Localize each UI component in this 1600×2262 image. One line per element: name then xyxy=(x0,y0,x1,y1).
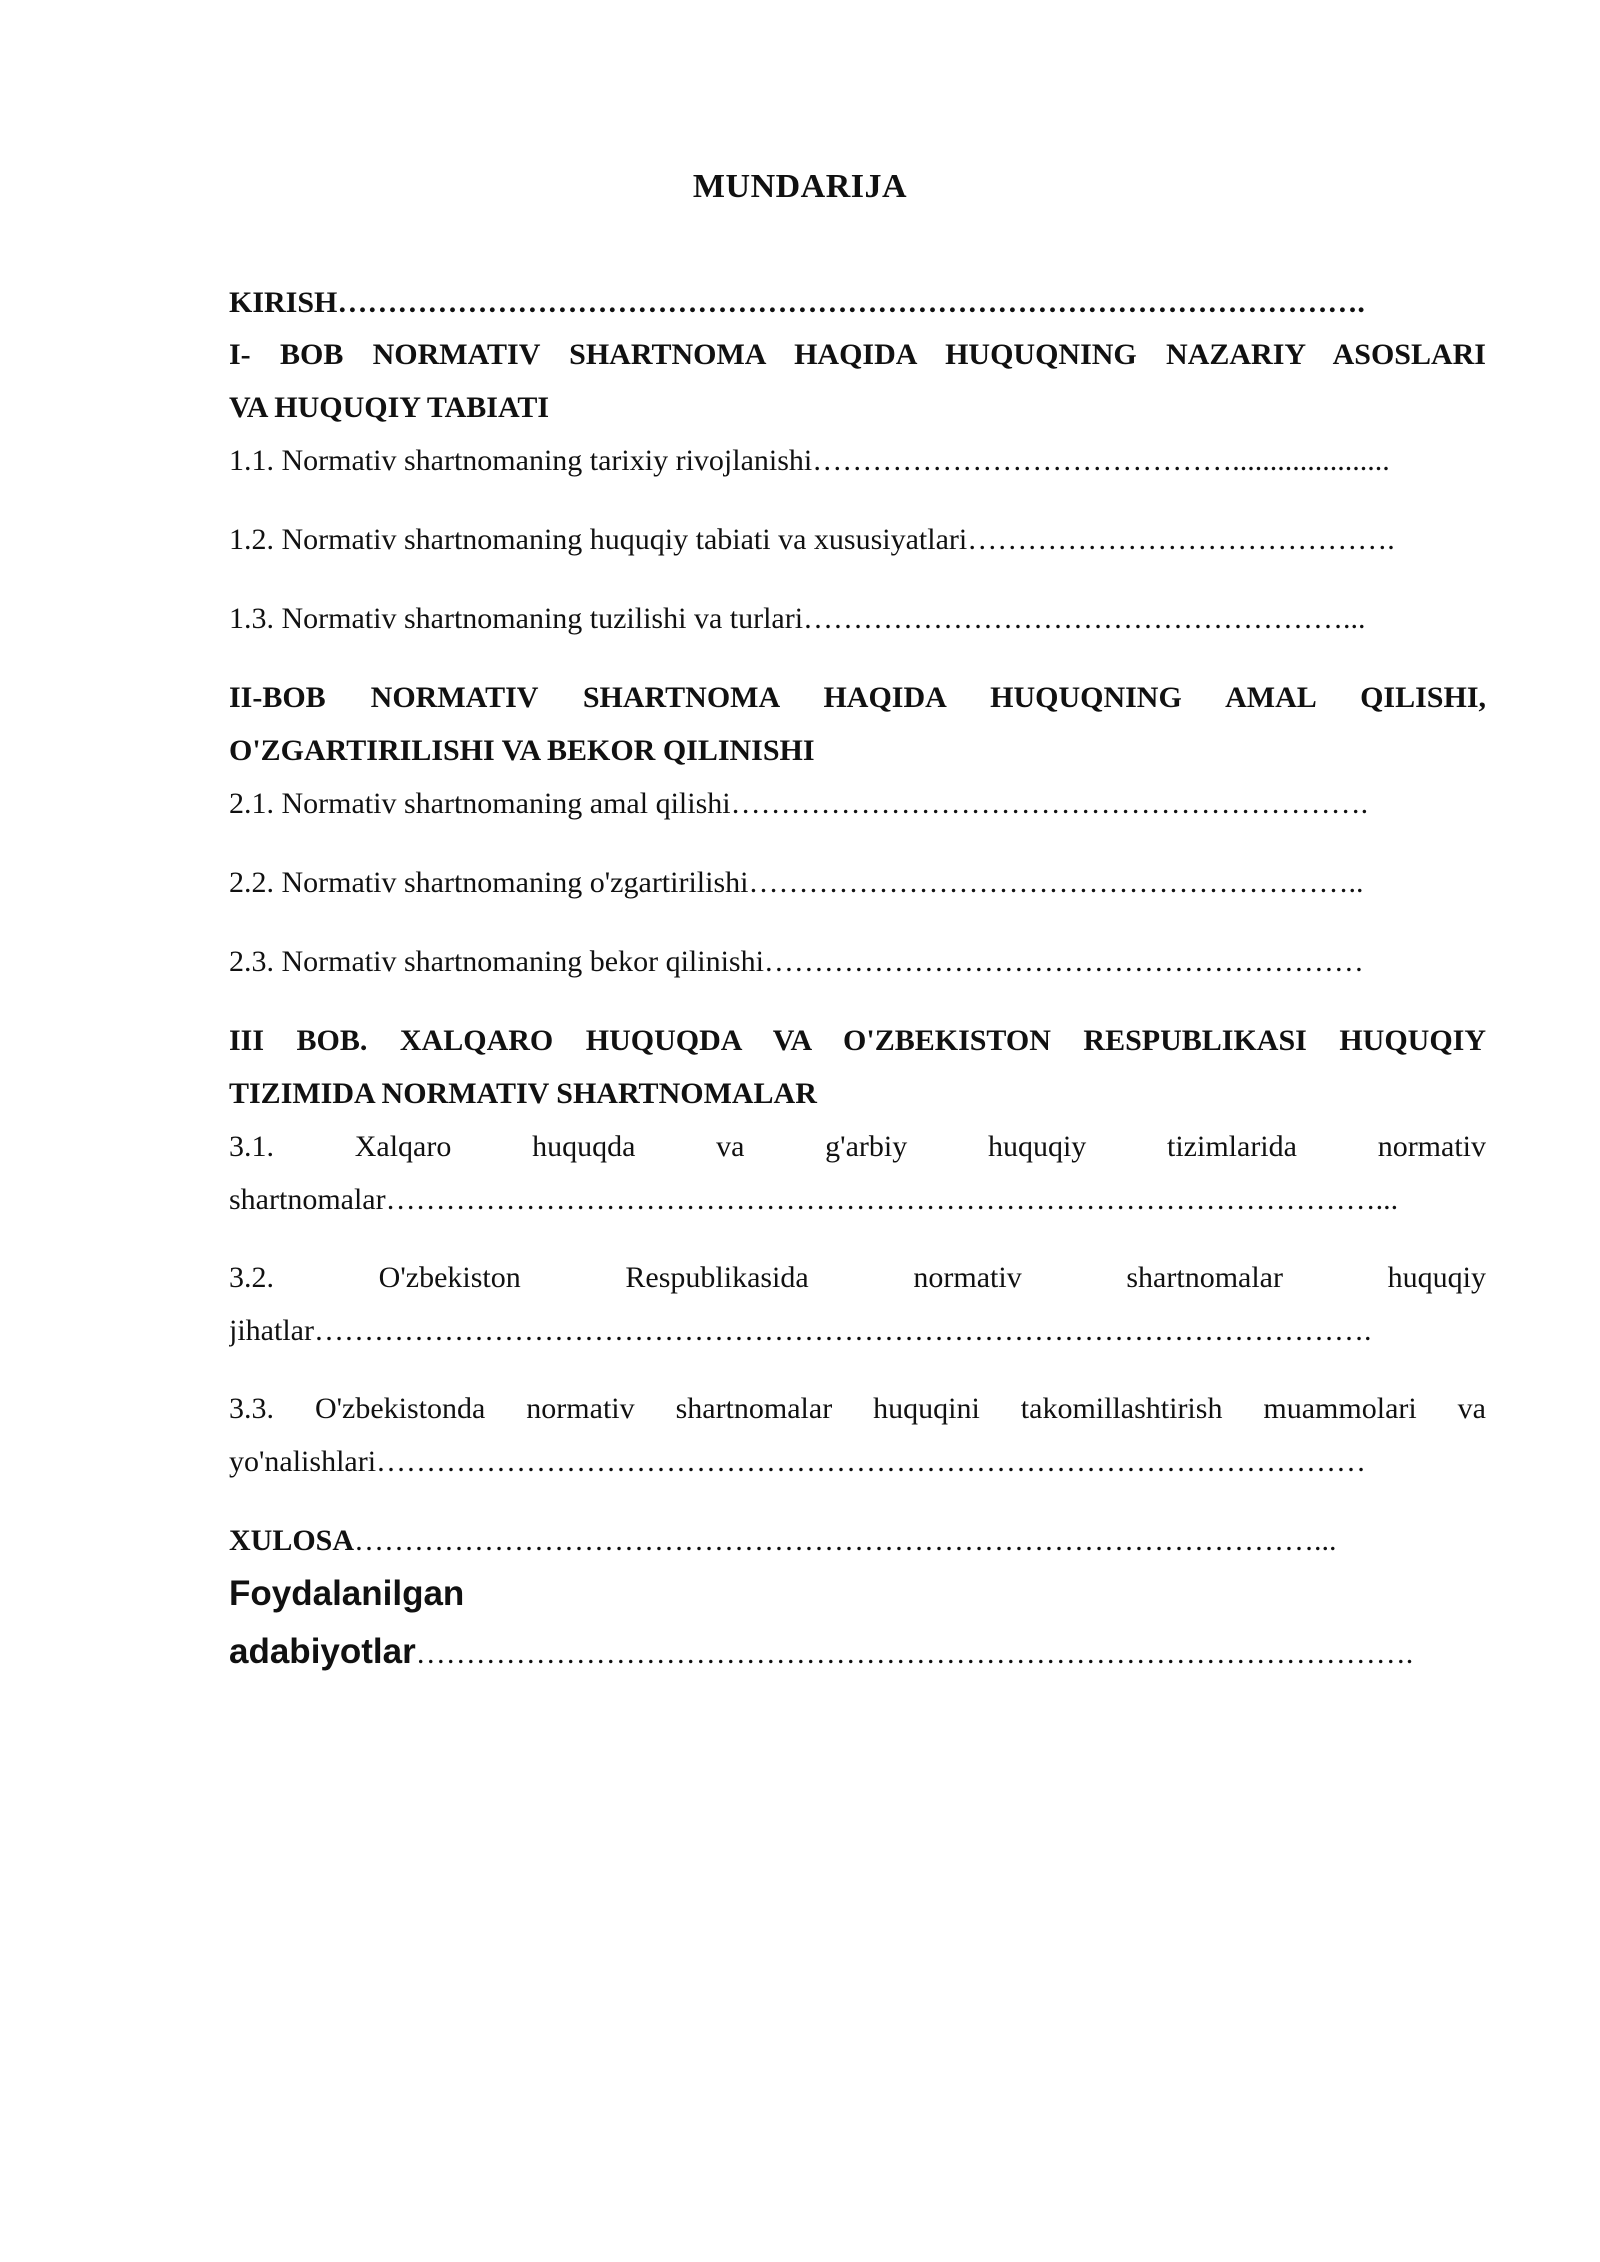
toc-section-3-2-line-2[interactable]: jihatlar……………………………………………………………………………………………. xyxy=(229,1314,1372,1347)
page-title: MUNDARIJA xyxy=(692,168,908,205)
toc-section-3-1-line-1[interactable]: 3.1. Xalqaro huquqda va g'arbiy huquqiy tizimlarida normativ xyxy=(229,1130,1486,1163)
toc-section-3-3-line-1[interactable]: 3.3. O'zbekistonda normativ shartnomalar huquqini takomillashtirish muammolari va xyxy=(229,1392,1486,1425)
xulosa-dots: ……………………………………………………………………………………... xyxy=(354,1524,1337,1557)
toc-entry-literature-line-2[interactable] xyxy=(229,1624,1486,1680)
toc-entry-kirish[interactable]: KIRISH…………………………………………………………………………………………. xyxy=(229,286,1365,319)
toc-entry-xulosa[interactable] xyxy=(229,1514,1486,1567)
toc-section-3-1-line-2[interactable]: shartnomalar………………………………………………………………………………………... xyxy=(229,1183,1399,1216)
toc-chapter-2-line-2[interactable]: O'ZGARTIRILISHI VA BEKOR QILINISHI xyxy=(229,734,815,767)
toc-section-2-2[interactable]: 2.2. Normativ shartnomaning o'zgartirilishi…………………………………………………….. xyxy=(229,866,1364,899)
toc-chapter-2-line-1[interactable]: II-BOB NORMATIV SHARTNOMA HAQIDA HUQUQNING AMAL QILISHI, xyxy=(229,681,1486,714)
toc-section-3-3-line-2[interactable]: yo'nalishlari……………………………………………………………………………………… xyxy=(229,1445,1367,1478)
toc-section-1-2[interactable]: 1.2. Normativ shartnomaning huquqiy tabiati va xususiyatlari……………………………………. xyxy=(229,523,1395,556)
literature-label: adabiyotlar xyxy=(229,1632,416,1671)
xulosa-label: XULOSA xyxy=(229,1524,355,1557)
toc-section-2-1[interactable]: 2.1. Normativ shartnomaning amal qilishi………………………………………………………. xyxy=(229,787,1369,820)
toc-section-1-1[interactable]: 1.1. Normativ shartnomaning tarixiy rivojlanishi……………………………………..................... xyxy=(229,444,1390,477)
toc-section-1-3[interactable]: 1.3. Normativ shartnomaning tuzilishi va turlari………………………………………………... xyxy=(229,602,1366,635)
toc-entry-literature-line-1[interactable]: Foydalanilgan xyxy=(229,1574,465,1613)
toc-chapter-1-line-1[interactable]: I- BOB NORMATIV SHARTNOMA HAQIDA HUQUQNING NAZARIY ASOSLARI xyxy=(229,338,1486,371)
literature-dots: ………………………………………………………………………………………. xyxy=(415,1637,1414,1670)
toc-chapter-1-line-2[interactable]: VA HUQUQIY TABIATI xyxy=(229,391,550,424)
toc-section-3-2-line-1[interactable]: 3.2. O'zbekiston Respublikasida normativ shartnomalar huquqiy xyxy=(229,1261,1486,1294)
toc-section-2-3[interactable]: 2.3. Normativ shartnomaning bekor qilinishi…………………………………………………… xyxy=(229,945,1364,978)
toc-chapter-3-line-2[interactable]: TIZIMIDA NORMATIV SHARTNOMALAR xyxy=(229,1077,817,1110)
toc-chapter-3-line-1[interactable]: III BOB. XALQARO HUQUQDA VA O'ZBEKISTON RESPUBLIKASI HUQUQIY xyxy=(229,1024,1486,1057)
